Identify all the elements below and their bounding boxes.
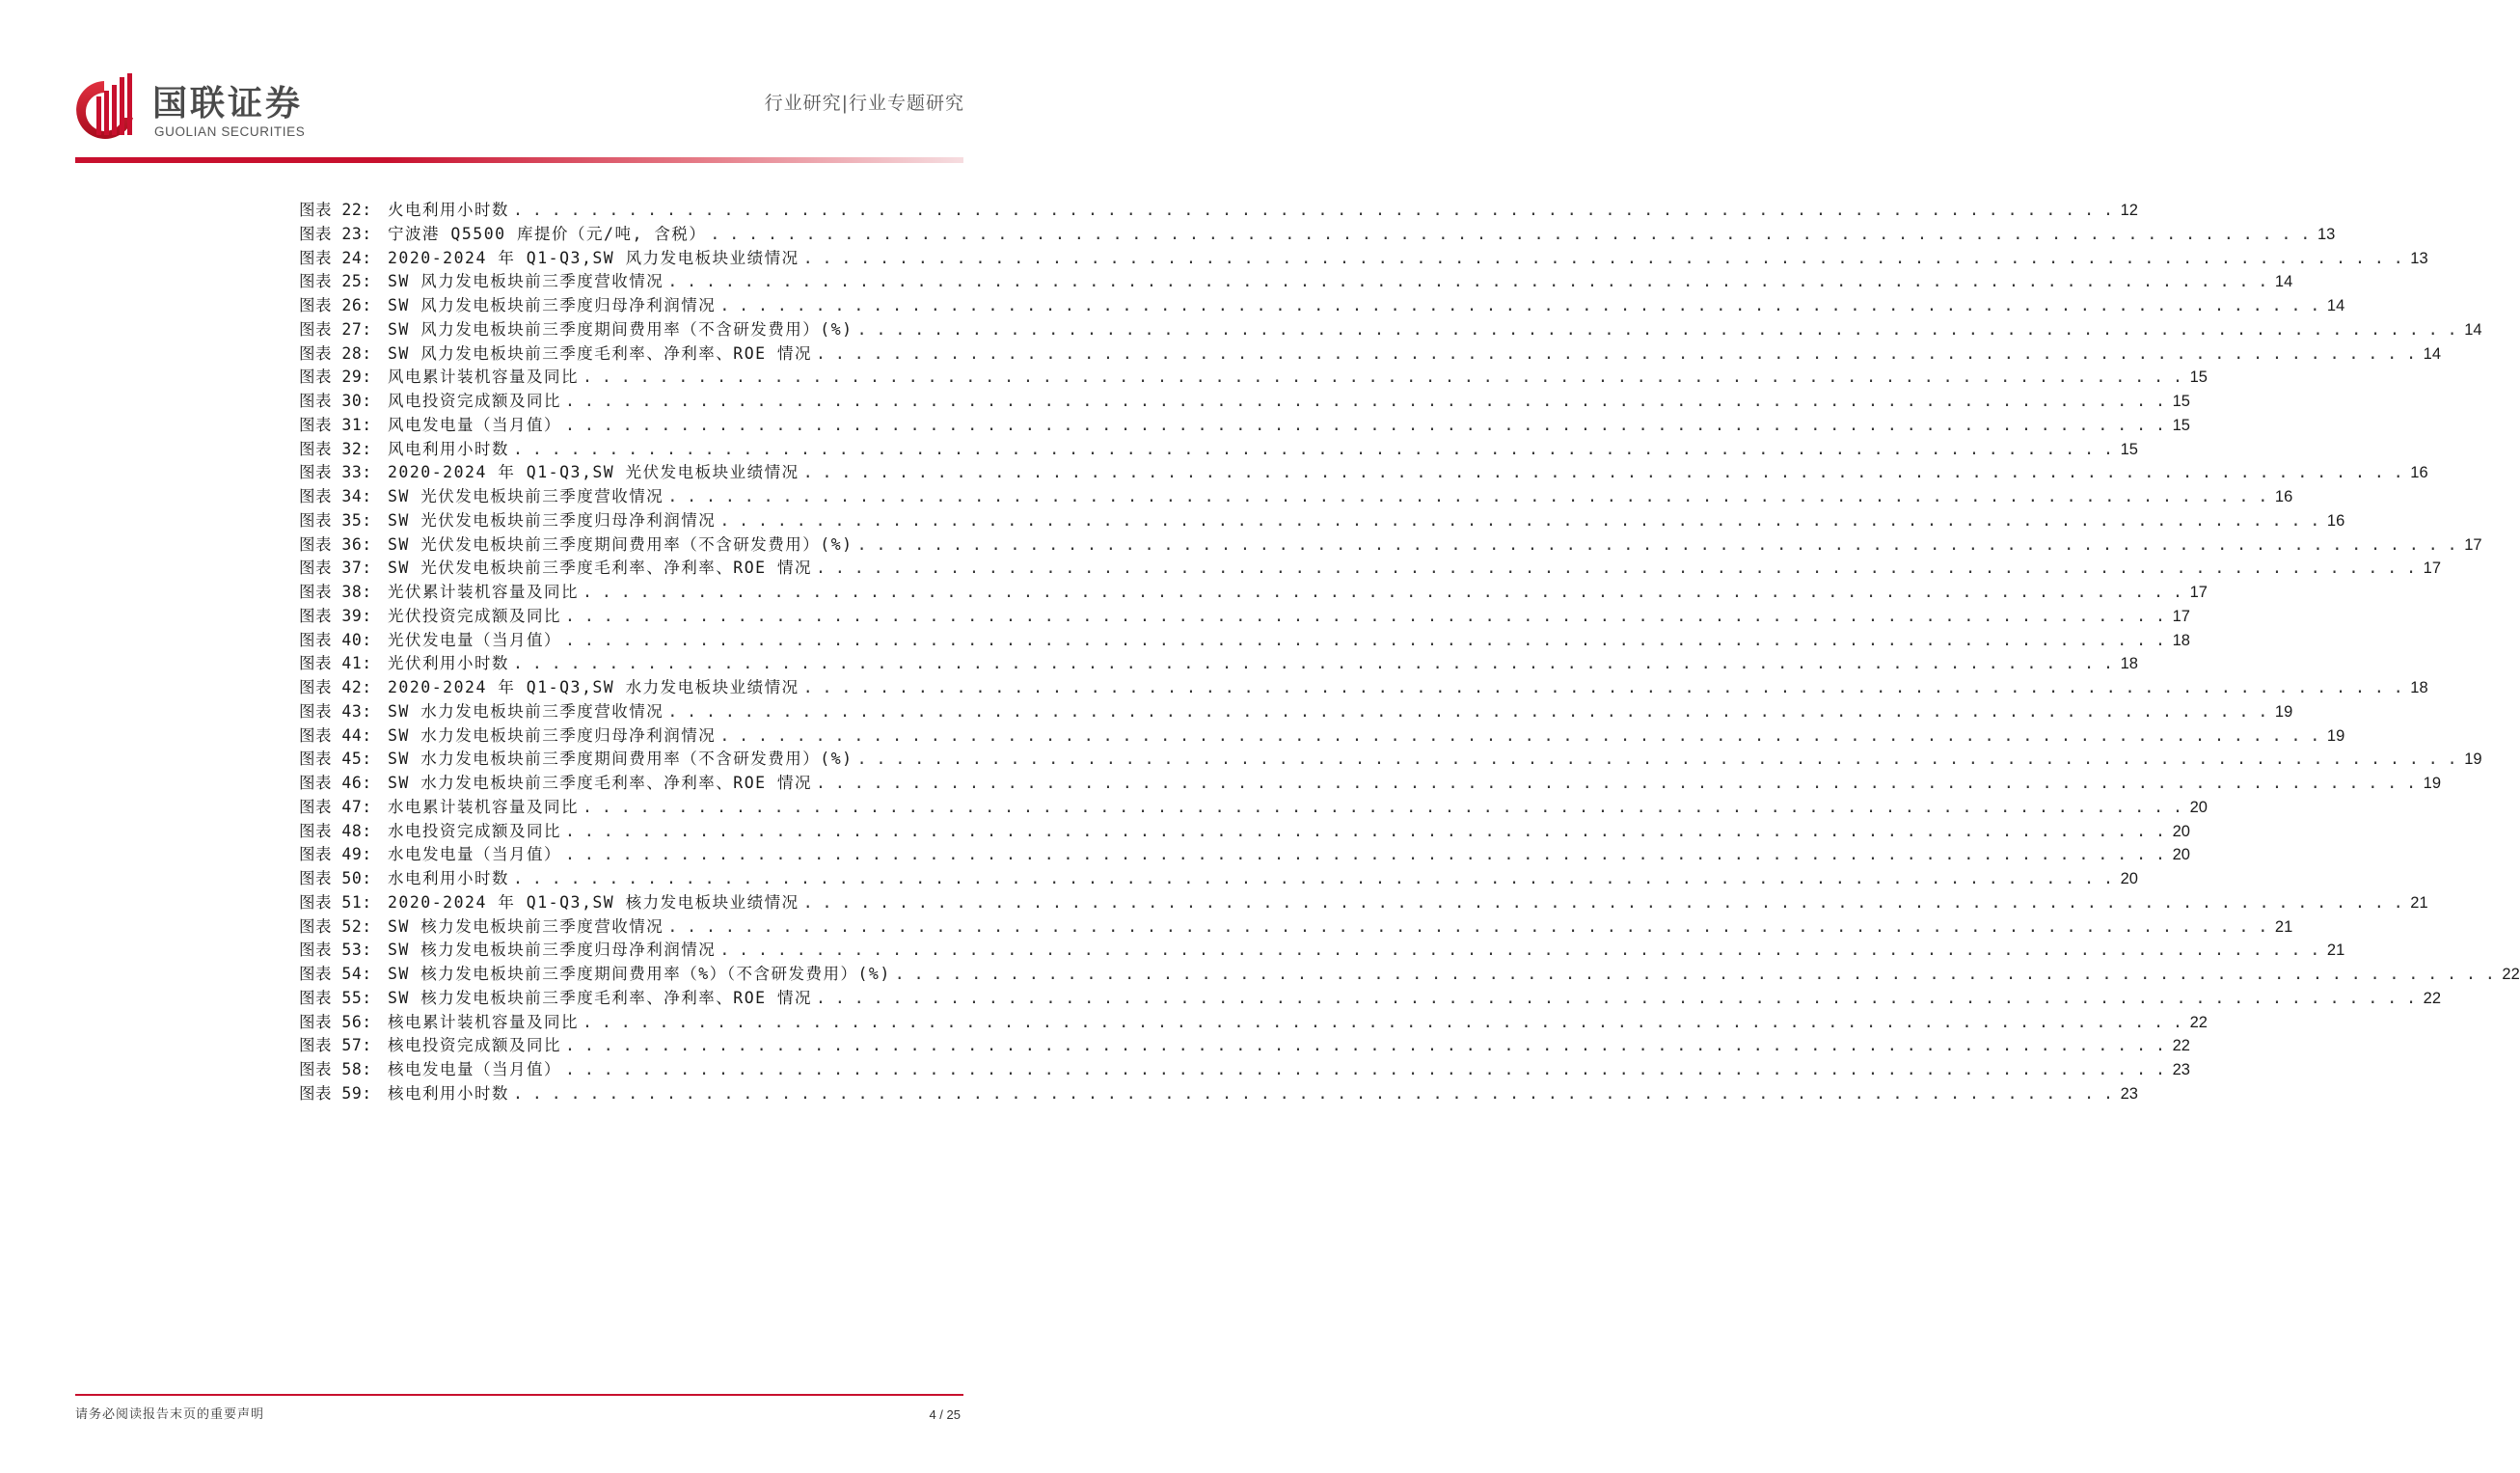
toc-entry[interactable] — [299, 939, 2345, 963]
toc-entry-page: 18 — [2410, 679, 2428, 696]
toc-entry-page: 14 — [2274, 273, 2293, 291]
toc-entry-label: 图表 28: — [299, 343, 372, 363]
toc-entry[interactable] — [299, 485, 2293, 509]
toc-entry-page: 18 — [2172, 631, 2190, 649]
toc-entry-title: 水电累计装机容量及同比 — [388, 797, 579, 816]
toc-entry-title: SW 核力发电板块前三季度期间费用率（%）（不含研发费用）(%) — [388, 965, 891, 983]
toc-entry[interactable] — [299, 748, 2482, 772]
toc-entry-title: 光伏发电量（当月值） — [388, 630, 561, 649]
toc-leader-dots — [812, 987, 2416, 1011]
toc-leader-dots — [854, 748, 2457, 772]
toc-entry-page: 15 — [2172, 416, 2190, 434]
toc-entry-page: 14 — [2464, 320, 2482, 339]
toc-leader-dots — [664, 915, 2267, 940]
toc-entry-title: SW 水力发电板块前三季度营收情况 — [388, 701, 664, 721]
toc-entry-title: 水电发电量（当月值） — [388, 845, 561, 864]
toc-entry-label: 图表 54: — [299, 965, 372, 983]
toc-entry-label: 图表 59: — [299, 1083, 372, 1103]
toc-entry[interactable] — [299, 652, 2138, 676]
toc-entry-title: SW 光伏发电板块前三季度期间费用率（不含研发费用）(%) — [388, 534, 854, 554]
toc-entry-label: 图表 47: — [299, 797, 372, 816]
toc-leader-dots — [579, 796, 2182, 820]
toc-entry-title: 水电利用小时数 — [388, 869, 509, 887]
toc-entry[interactable] — [299, 270, 2293, 294]
toc-entry-page: 17 — [2464, 535, 2482, 554]
toc-entry-title: SW 核力发电板块前三季度营收情况 — [388, 916, 664, 936]
toc-entry-label: 图表 30: — [299, 392, 372, 410]
toc-entry-label: 图表 43: — [299, 701, 372, 721]
toc-entry[interactable] — [299, 963, 2520, 987]
toc-leader-dots — [579, 581, 2182, 605]
toc-entry-page: 19 — [2423, 775, 2441, 792]
toc-entry[interactable] — [299, 772, 2441, 796]
brand-name: 国联证券 — [152, 84, 304, 123]
toc-entry[interactable] — [299, 223, 2336, 247]
toc-leader-dots — [664, 700, 2267, 724]
toc-leader-dots — [812, 557, 2416, 581]
toc-entry-page: 18 — [2120, 655, 2138, 673]
toc-entry[interactable] — [299, 581, 2208, 605]
toc-entry-title: 风电投资完成额及同比 — [388, 392, 561, 410]
toc-entry-page: 12 — [2120, 202, 2138, 219]
toc-entry[interactable] — [299, 557, 2441, 581]
toc-entry-label: 图表 22: — [299, 201, 372, 219]
toc-leader-dots — [716, 724, 2319, 749]
toc-leader-dots — [509, 867, 2113, 891]
footer-divider — [75, 1394, 963, 1396]
toc-entry-title: 2020-2024 年 Q1-Q3,SW 光伏发电板块业绩情况 — [388, 463, 799, 482]
toc-entry-page: 16 — [2326, 511, 2345, 530]
toc-leader-dots — [812, 342, 2416, 367]
toc-entry-page: 21 — [2274, 917, 2293, 936]
toc-entry-title: 宁波港 Q5500 库提价（元/吨, 含税） — [388, 224, 707, 243]
toc-entry-title: 光伏投资完成额及同比 — [388, 606, 561, 625]
report-section: 行业研究|行业专题研究 — [764, 93, 964, 114]
toc-entry-label: 图表 51: — [299, 892, 372, 912]
toc-entry-page: 20 — [2189, 798, 2208, 816]
toc-entry-label: 图表 25: — [299, 272, 372, 291]
toc-entry-label: 图表 42: — [299, 678, 372, 696]
toc-entry-label: 图表 45: — [299, 750, 372, 769]
toc-entry-title: SW 风力发电板块前三季度归母净利润情况 — [388, 296, 717, 314]
toc-entry-title: 核电利用小时数 — [388, 1083, 509, 1103]
toc-entry[interactable] — [299, 414, 2190, 438]
toc-leader-dots — [561, 605, 2165, 629]
toc-entry-label: 图表 38: — [299, 583, 372, 601]
toc-entry-label: 图表 52: — [299, 916, 372, 936]
toc-entry-label: 图表 58: — [299, 1060, 372, 1078]
toc-entry-title: 水电投资完成额及同比 — [388, 821, 561, 840]
toc-leader-dots — [509, 438, 2113, 462]
toc-entry[interactable] — [299, 843, 2190, 867]
toc-leader-dots — [799, 676, 2403, 700]
toc-entry[interactable] — [299, 987, 2441, 1011]
toc-entry-title: SW 光伏发电板块前三季度毛利率、净利率、ROE 情况 — [388, 559, 813, 578]
toc-entry-page: 19 — [2464, 750, 2482, 769]
toc-entry-page: 22 — [2189, 1013, 2208, 1031]
toc-entry-page: 19 — [2274, 702, 2293, 721]
toc-entry-title: SW 核力发电板块前三季度归母净利润情况 — [388, 941, 717, 960]
toc-entry[interactable] — [299, 461, 2428, 485]
toc-entry-title: 光伏累计装机容量及同比 — [388, 583, 579, 601]
toc-entry-title: 风电发电量（当月值） — [388, 415, 561, 434]
toc-entry-title: 2020-2024 年 Q1-Q3,SW 水力发电板块业绩情况 — [388, 678, 799, 696]
toc-leader-dots — [561, 414, 2165, 438]
toc-entry[interactable] — [299, 199, 2138, 223]
toc-entry-page: 20 — [2172, 846, 2190, 864]
toc-leader-dots — [799, 247, 2403, 271]
toc-leader-dots — [799, 461, 2403, 485]
toc-leader-dots — [561, 629, 2165, 653]
toc-entry-label: 图表 48: — [299, 821, 372, 840]
toc-entry-label: 图表 23: — [299, 224, 372, 243]
toc-leader-dots — [561, 820, 2165, 844]
toc-entry-page: 21 — [2326, 941, 2345, 960]
toc-entry-label: 图表 49: — [299, 845, 372, 864]
toc-entry-page: 23 — [2120, 1084, 2138, 1103]
toc-leader-dots — [561, 1034, 2165, 1058]
toc-leader-dots — [664, 270, 2267, 294]
toc-leader-dots — [812, 772, 2416, 796]
toc-entry-label: 图表 44: — [299, 725, 372, 745]
toc-entry-page: 21 — [2410, 893, 2428, 912]
toc-entry-page: 22 — [2423, 989, 2441, 1007]
toc-entry-page: 16 — [2410, 464, 2428, 482]
toc-entry-title: 2020-2024 年 Q1-Q3,SW 风力发电板块业绩情况 — [388, 248, 799, 267]
toc-leader-dots — [716, 294, 2319, 318]
toc-leader-dots — [716, 509, 2319, 533]
toc-entry[interactable] — [299, 820, 2190, 844]
page-number: 4 / 25 — [929, 1407, 961, 1422]
toc-entry-page: 15 — [2120, 440, 2138, 458]
toc-entry-page: 17 — [2423, 559, 2441, 578]
toc-entry[interactable] — [299, 867, 2138, 891]
toc-entry-title: SW 光伏发电板块前三季度营收情况 — [388, 487, 664, 505]
guolian-logo — [75, 73, 135, 147]
toc-entry-label: 图表 40: — [299, 630, 372, 649]
toc-entry[interactable] — [299, 891, 2428, 915]
toc-leader-dots — [509, 652, 2113, 676]
toc-leader-dots — [664, 485, 2267, 509]
toc-leader-dots — [561, 1058, 2165, 1082]
toc-leader-dots — [891, 963, 2495, 987]
toc-entry-label: 图表 50: — [299, 869, 372, 887]
toc-entry-page: 22 — [2502, 966, 2520, 983]
toc-entry-title: SW 水力发电板块前三季度毛利率、净利率、ROE 情况 — [388, 774, 813, 792]
toc-entry-label: 图表 26: — [299, 296, 372, 314]
toc-leader-dots — [579, 366, 2182, 390]
toc-entry-title: SW 风力发电板块前三季度营收情况 — [388, 272, 664, 291]
toc-entry[interactable] — [299, 915, 2293, 940]
toc-entry-label: 图表 57: — [299, 1036, 372, 1055]
figure-list — [299, 199, 2520, 1106]
toc-entry[interactable] — [299, 796, 2208, 820]
toc-entry-label: 图表 33: — [299, 463, 372, 482]
toc-entry-label: 图表 36: — [299, 534, 372, 554]
toc-entry-label: 图表 37: — [299, 559, 372, 578]
toc-entry[interactable] — [299, 533, 2482, 558]
toc-entry-title: 2020-2024 年 Q1-Q3,SW 核力发电板块业绩情况 — [388, 892, 799, 912]
toc-leader-dots — [579, 1011, 2182, 1035]
toc-entry-page: 23 — [2172, 1061, 2190, 1078]
toc-entry[interactable] — [299, 438, 2138, 462]
toc-entry-title: SW 光伏发电板块前三季度归母净利润情况 — [388, 510, 717, 530]
toc-entry-page: 20 — [2120, 870, 2138, 887]
toc-entry[interactable] — [299, 366, 2208, 390]
toc-entry-page: 22 — [2172, 1037, 2190, 1055]
toc-leader-dots — [854, 533, 2457, 558]
toc-entry[interactable] — [299, 724, 2345, 749]
toc-entry-title: SW 核力发电板块前三季度毛利率、净利率、ROE 情况 — [388, 988, 813, 1007]
toc-entry-label: 图表 56: — [299, 1012, 372, 1031]
toc-entry[interactable] — [299, 676, 2428, 700]
toc-entry-title: 核电累计装机容量及同比 — [388, 1012, 579, 1031]
brand-english-name: GUOLIAN SECURITIES — [154, 124, 306, 139]
toc-leader-dots — [799, 891, 2403, 915]
toc-entry[interactable] — [299, 247, 2428, 271]
toc-entry-label: 图表 27: — [299, 319, 372, 339]
toc-entry[interactable] — [299, 629, 2190, 653]
toc-entry-title: 火电利用小时数 — [388, 201, 509, 219]
toc-entry-page: 13 — [2410, 249, 2428, 267]
toc-entry-page: 14 — [2423, 344, 2441, 363]
toc-entry[interactable] — [299, 342, 2441, 367]
toc-entry[interactable] — [299, 294, 2345, 318]
toc-entry[interactable] — [299, 509, 2345, 533]
toc-leader-dots — [706, 223, 2310, 247]
toc-entry-label: 图表 55: — [299, 988, 372, 1007]
toc-leader-dots — [716, 939, 2319, 963]
toc-entry-page: 15 — [2172, 393, 2190, 410]
toc-entry[interactable] — [299, 1058, 2190, 1082]
toc-leader-dots — [509, 1082, 2113, 1106]
toc-entry-title: 风电利用小时数 — [388, 439, 509, 458]
toc-entry-page: 13 — [2317, 225, 2336, 243]
toc-entry[interactable] — [299, 390, 2190, 414]
toc-entry-title: SW 水力发电板块前三季度期间费用率（不含研发费用）(%) — [388, 750, 854, 769]
toc-entry-page: 20 — [2172, 822, 2190, 840]
toc-entry-title: 核电发电量（当月值） — [388, 1060, 561, 1078]
toc-entry[interactable] — [299, 700, 2293, 724]
toc-entry-label: 图表 34: — [299, 487, 372, 505]
toc-entry-label: 图表 35: — [299, 510, 372, 530]
toc-leader-dots — [561, 843, 2165, 867]
toc-leader-dots — [854, 318, 2457, 342]
header-divider — [75, 157, 963, 163]
toc-entry-label: 图表 39: — [299, 606, 372, 625]
toc-entry-page: 17 — [2189, 584, 2208, 601]
toc-entry[interactable] — [299, 1011, 2208, 1035]
toc-leader-dots — [561, 390, 2165, 414]
toc-entry[interactable] — [299, 605, 2190, 629]
toc-entry-label: 图表 24: — [299, 248, 372, 267]
toc-entry-title: 风电累计装机容量及同比 — [388, 368, 579, 387]
toc-entry[interactable] — [299, 1034, 2190, 1058]
toc-entry[interactable] — [299, 318, 2482, 342]
toc-entry-page: 15 — [2189, 368, 2208, 387]
toc-entry-title: 核电投资完成额及同比 — [388, 1036, 561, 1055]
toc-entry-label: 图表 46: — [299, 774, 372, 792]
toc-entry-title: 光伏利用小时数 — [388, 654, 509, 673]
toc-entry-title: SW 水力发电板块前三季度归母净利润情况 — [388, 725, 717, 745]
toc-entry-page: 17 — [2172, 607, 2190, 625]
toc-entry-title: SW 风力发电板块前三季度毛利率、净利率、ROE 情况 — [388, 343, 813, 363]
toc-entry-label: 图表 53: — [299, 941, 372, 960]
toc-leader-dots — [509, 199, 2113, 223]
toc-entry-label: 图表 31: — [299, 415, 372, 434]
toc-entry-title: SW 风力发电板块前三季度期间费用率（不含研发费用）(%) — [388, 319, 854, 339]
toc-entry-label: 图表 41: — [299, 654, 372, 673]
toc-entry-page: 19 — [2326, 726, 2345, 745]
toc-entry-page: 16 — [2274, 488, 2293, 505]
toc-entry-label: 图表 32: — [299, 439, 372, 458]
footer-disclaimer: 请务必阅读报告末页的重要声明 — [75, 1407, 265, 1422]
toc-entry-label: 图表 29: — [299, 368, 372, 387]
toc-entry-page: 14 — [2326, 297, 2345, 314]
toc-entry[interactable] — [299, 1082, 2138, 1106]
